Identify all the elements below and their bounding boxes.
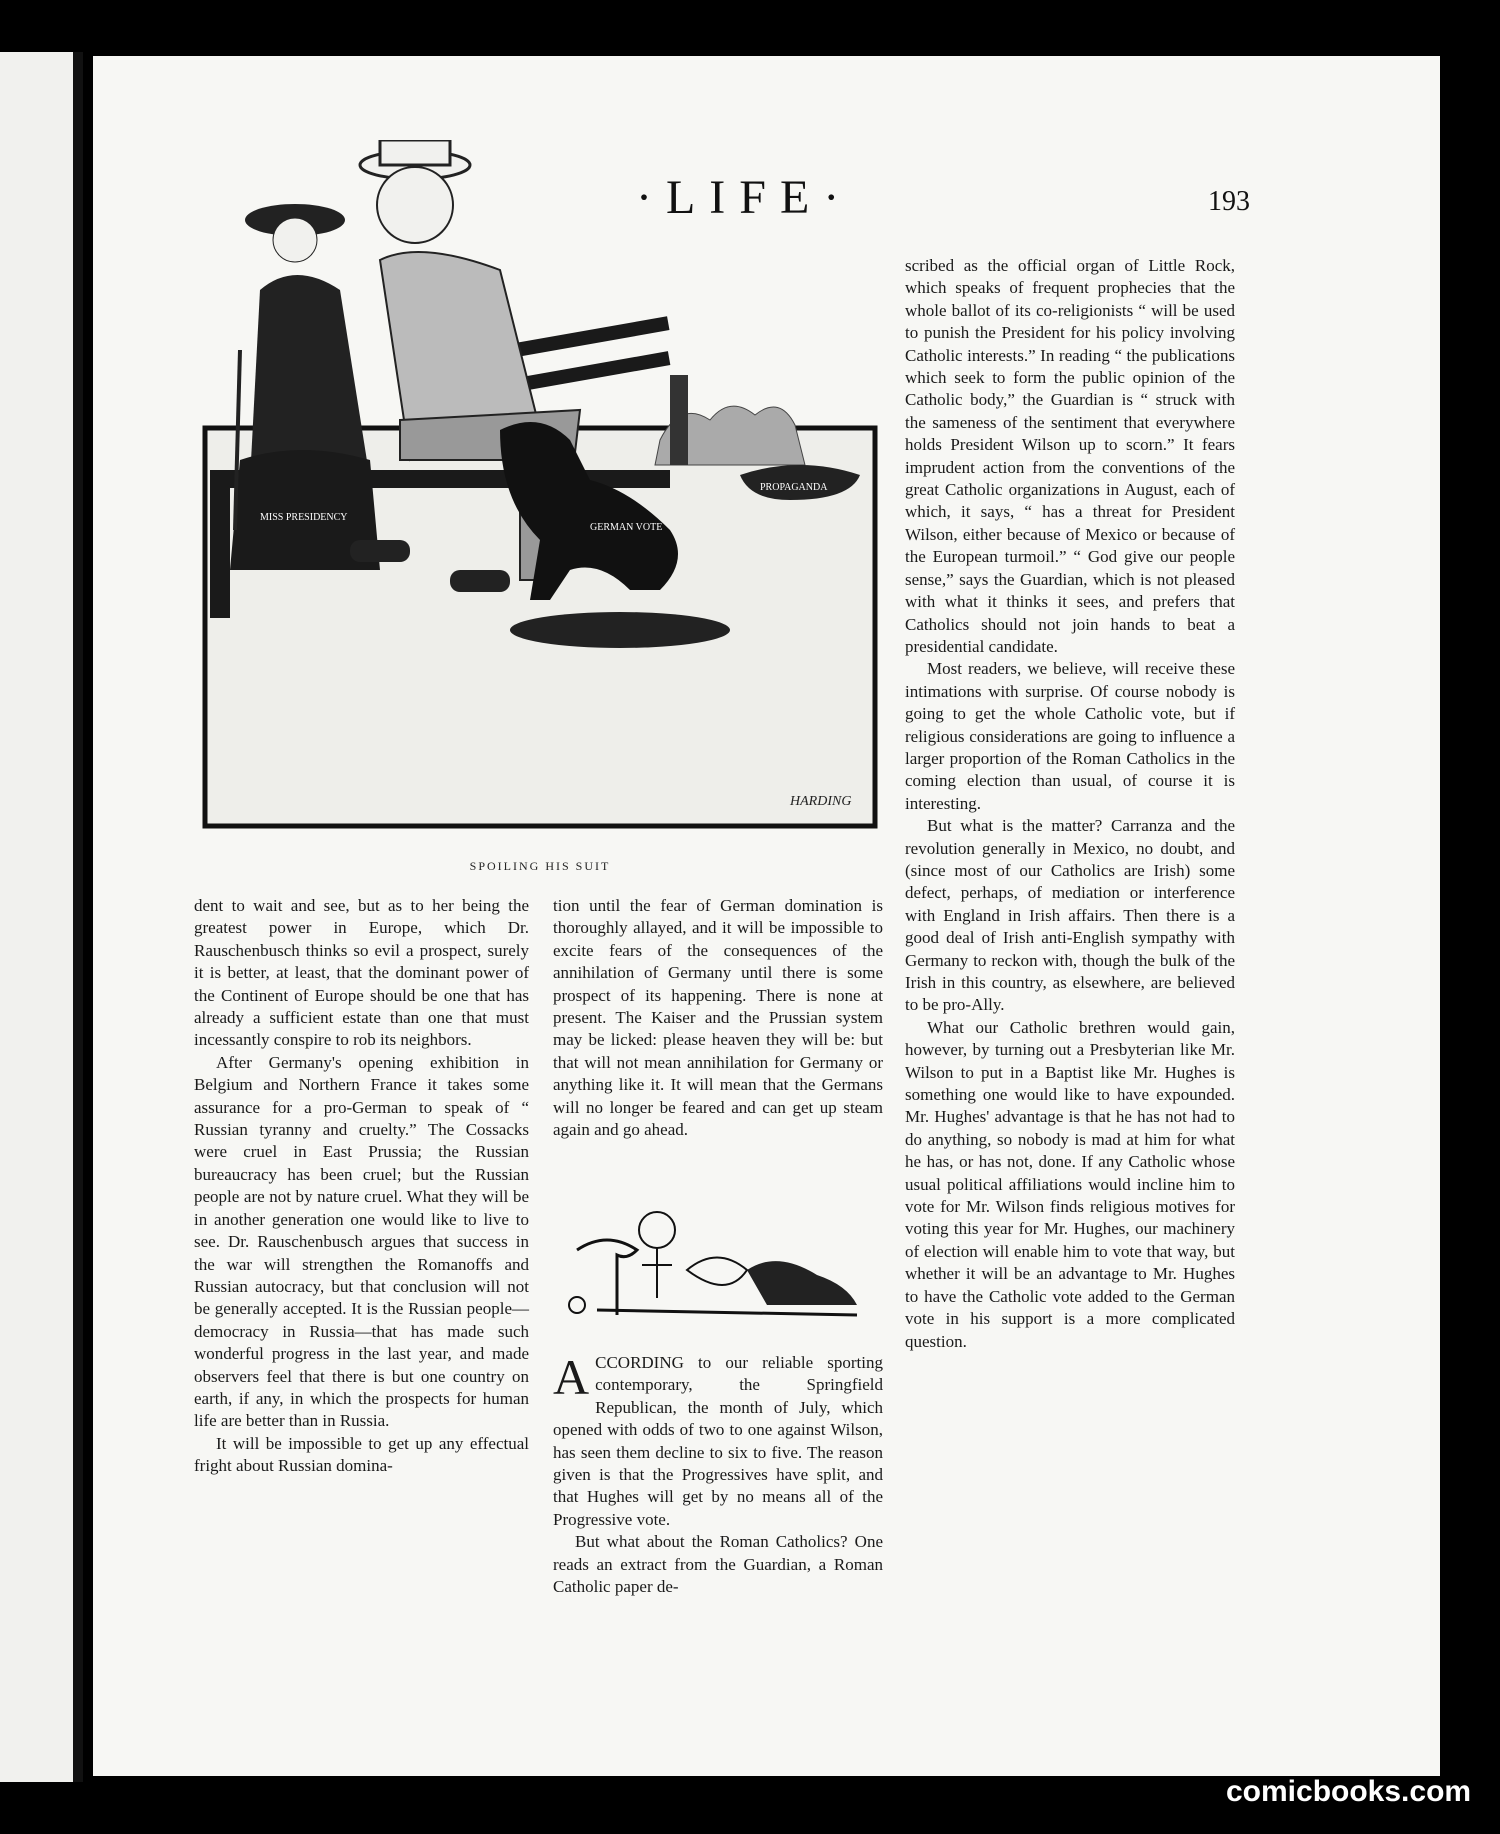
text-column-3 (905, 255, 1235, 1353)
watermark: comicbooks.com (1226, 1775, 1472, 1808)
page-number: 193 (1208, 186, 1250, 217)
artist-signature: HARDING (790, 794, 852, 809)
paragraph: What our Catholic brethren would gain, however, by turning out a Presbyterian like Mr. Wilson to put in a Baptist like Mr. Hughes is something one would like to have expounded. Mr. Hughes' advantage is that he has not had to do anything, so nobody is mad at him for what he has, or has not, done. If any Catholic whose usual political affiliations would incline him to vote for Mr. Wilson finds religious motives for voting this year for Mr. Hughes, our machinery of election will enable him to vote that way, but whether it will be an advantage to Mr. Hughes to have the Catholic vote added to the German vote in his support is a more complicated question. (905, 1017, 1235, 1351)
spot-illustration (557, 1190, 882, 1345)
paragraph: It will be impossible to get up any effectual fright about Russian domina- (194, 1433, 529, 1476)
lead-in: CCORDING (595, 1353, 684, 1372)
paragraph: But what is the matter? Carranza and the revolution generally in Mexico, no doubt, and (since most of our Catholics are Irish) some defect, perhaps, of mediation or interference with England in Irish affairs. Then there is a good deal of Irish anti-English sympathy with Germany to reckon with, though the bulk of the Irish in this country, as elsewhere, are believed to be pro-Ally. (905, 816, 1235, 1015)
text-column-2 (553, 895, 883, 1141)
miss-presidency-label: MISS PRESIDENCY (260, 512, 348, 523)
propaganda-label: PROPAGANDA (760, 482, 828, 493)
cartoon-illustration (200, 140, 880, 840)
paragraph: dent to wait and see, but as to her being the greatest power in Europe, which Dr. Rauschenbusch thinks so evil a prospect, surely it is better, at least, that the dominant power of the Continent of Europe should be one that has already a sufficient estate than one that must incessantly conspire to rob its neighbors. (194, 896, 529, 1050)
paragraph (553, 1349, 883, 1531)
text-column-2-continued (553, 1349, 883, 1598)
paragraph: After Germany's opening exhibition in Belgium and Northern France it takes some assurance for a pro-German to speak of “ Russian tyranny and cruelty.” The Cossacks were cruel in East Prussia; the Russian bureaucracy has been cruel; but the Russian people are not by nature cruel. What they will be in another generation one would like to live to see. Dr. Rauschenbusch argues that success in the war will strengthen the Romanoffs and Russian autocracy, but that conclusion will not be generally accepted. It is the Russian people—democracy in Russia—that has made such wonderful progress in the last year, and made observers feel that there is but one country on earth, if any, in which the prospects for human life are better than in Russia. (194, 1052, 529, 1431)
paragraph: scribed as the official organ of Little Rock, which speaks of frequent prophecies that the whole ballot of its co-religionists “ will be used to punish the President for his policy involving Catholic interests.” In reading “ the publications which seek to form the public opinion of the Catholic body,” the Guardian is “ struck with the sameness of the sentiment that everywhere holds President Wilson up to scorn.” It fears imprudent action from the conventions of the great Catholic organizations in August, each of which, it says, “ has a threat for President Wilson, either because of Mexico or because of the European turmoil.” “ God give our people sense,” says the Guardian, which is not pleased with what it thinks it sees, and prefers that Catholics should not join hands to beat a presidential candidate. (905, 256, 1235, 656)
text-column-1 (194, 895, 529, 1478)
paragraph: Most readers, we believe, will receive these intimations with surprise. Of course nobody is going to get the whole Catholic vote, but if religious considerations are going to influence a larger proportion of the Roman Catholics in the coming election than usual, of course it is interesting. (905, 659, 1235, 813)
drop-cap: A (553, 1349, 590, 1405)
adjacent-page-edge (0, 52, 83, 1782)
paragraph-text: to our reliable sporting contemporary, the Springfield Republican, the month of July, which opened with odds of two to one against Wilson, has seen them decline to six to five. The reason given is that the Progressives have split, and that Hughes will get by no means all of the Progressive vote. (553, 1353, 883, 1529)
paragraph: tion until the fear of German domination is thoroughly allayed, and it will be impossible to excite fears of the consequences of the annihilation of Germany until there is some prospect of its happening. There is none at present. The Kaiser and the Prussian system may be licked: please heaven they will be: but that will not mean annihilation for Germany or anything like it. It will mean that the Germans will no longer be feared and can get up steam again and go ahead. (553, 896, 883, 1140)
masthead-title: ·LIFE· (636, 171, 854, 224)
paragraph: But what about the Roman Catholics? One reads an extract from the Guardian, a Roman Catholic paper de- (553, 1532, 883, 1597)
german-vote-label: GERMAN VOTE (590, 522, 663, 533)
cartoon-caption: SPOILING HIS SUIT (469, 859, 611, 873)
